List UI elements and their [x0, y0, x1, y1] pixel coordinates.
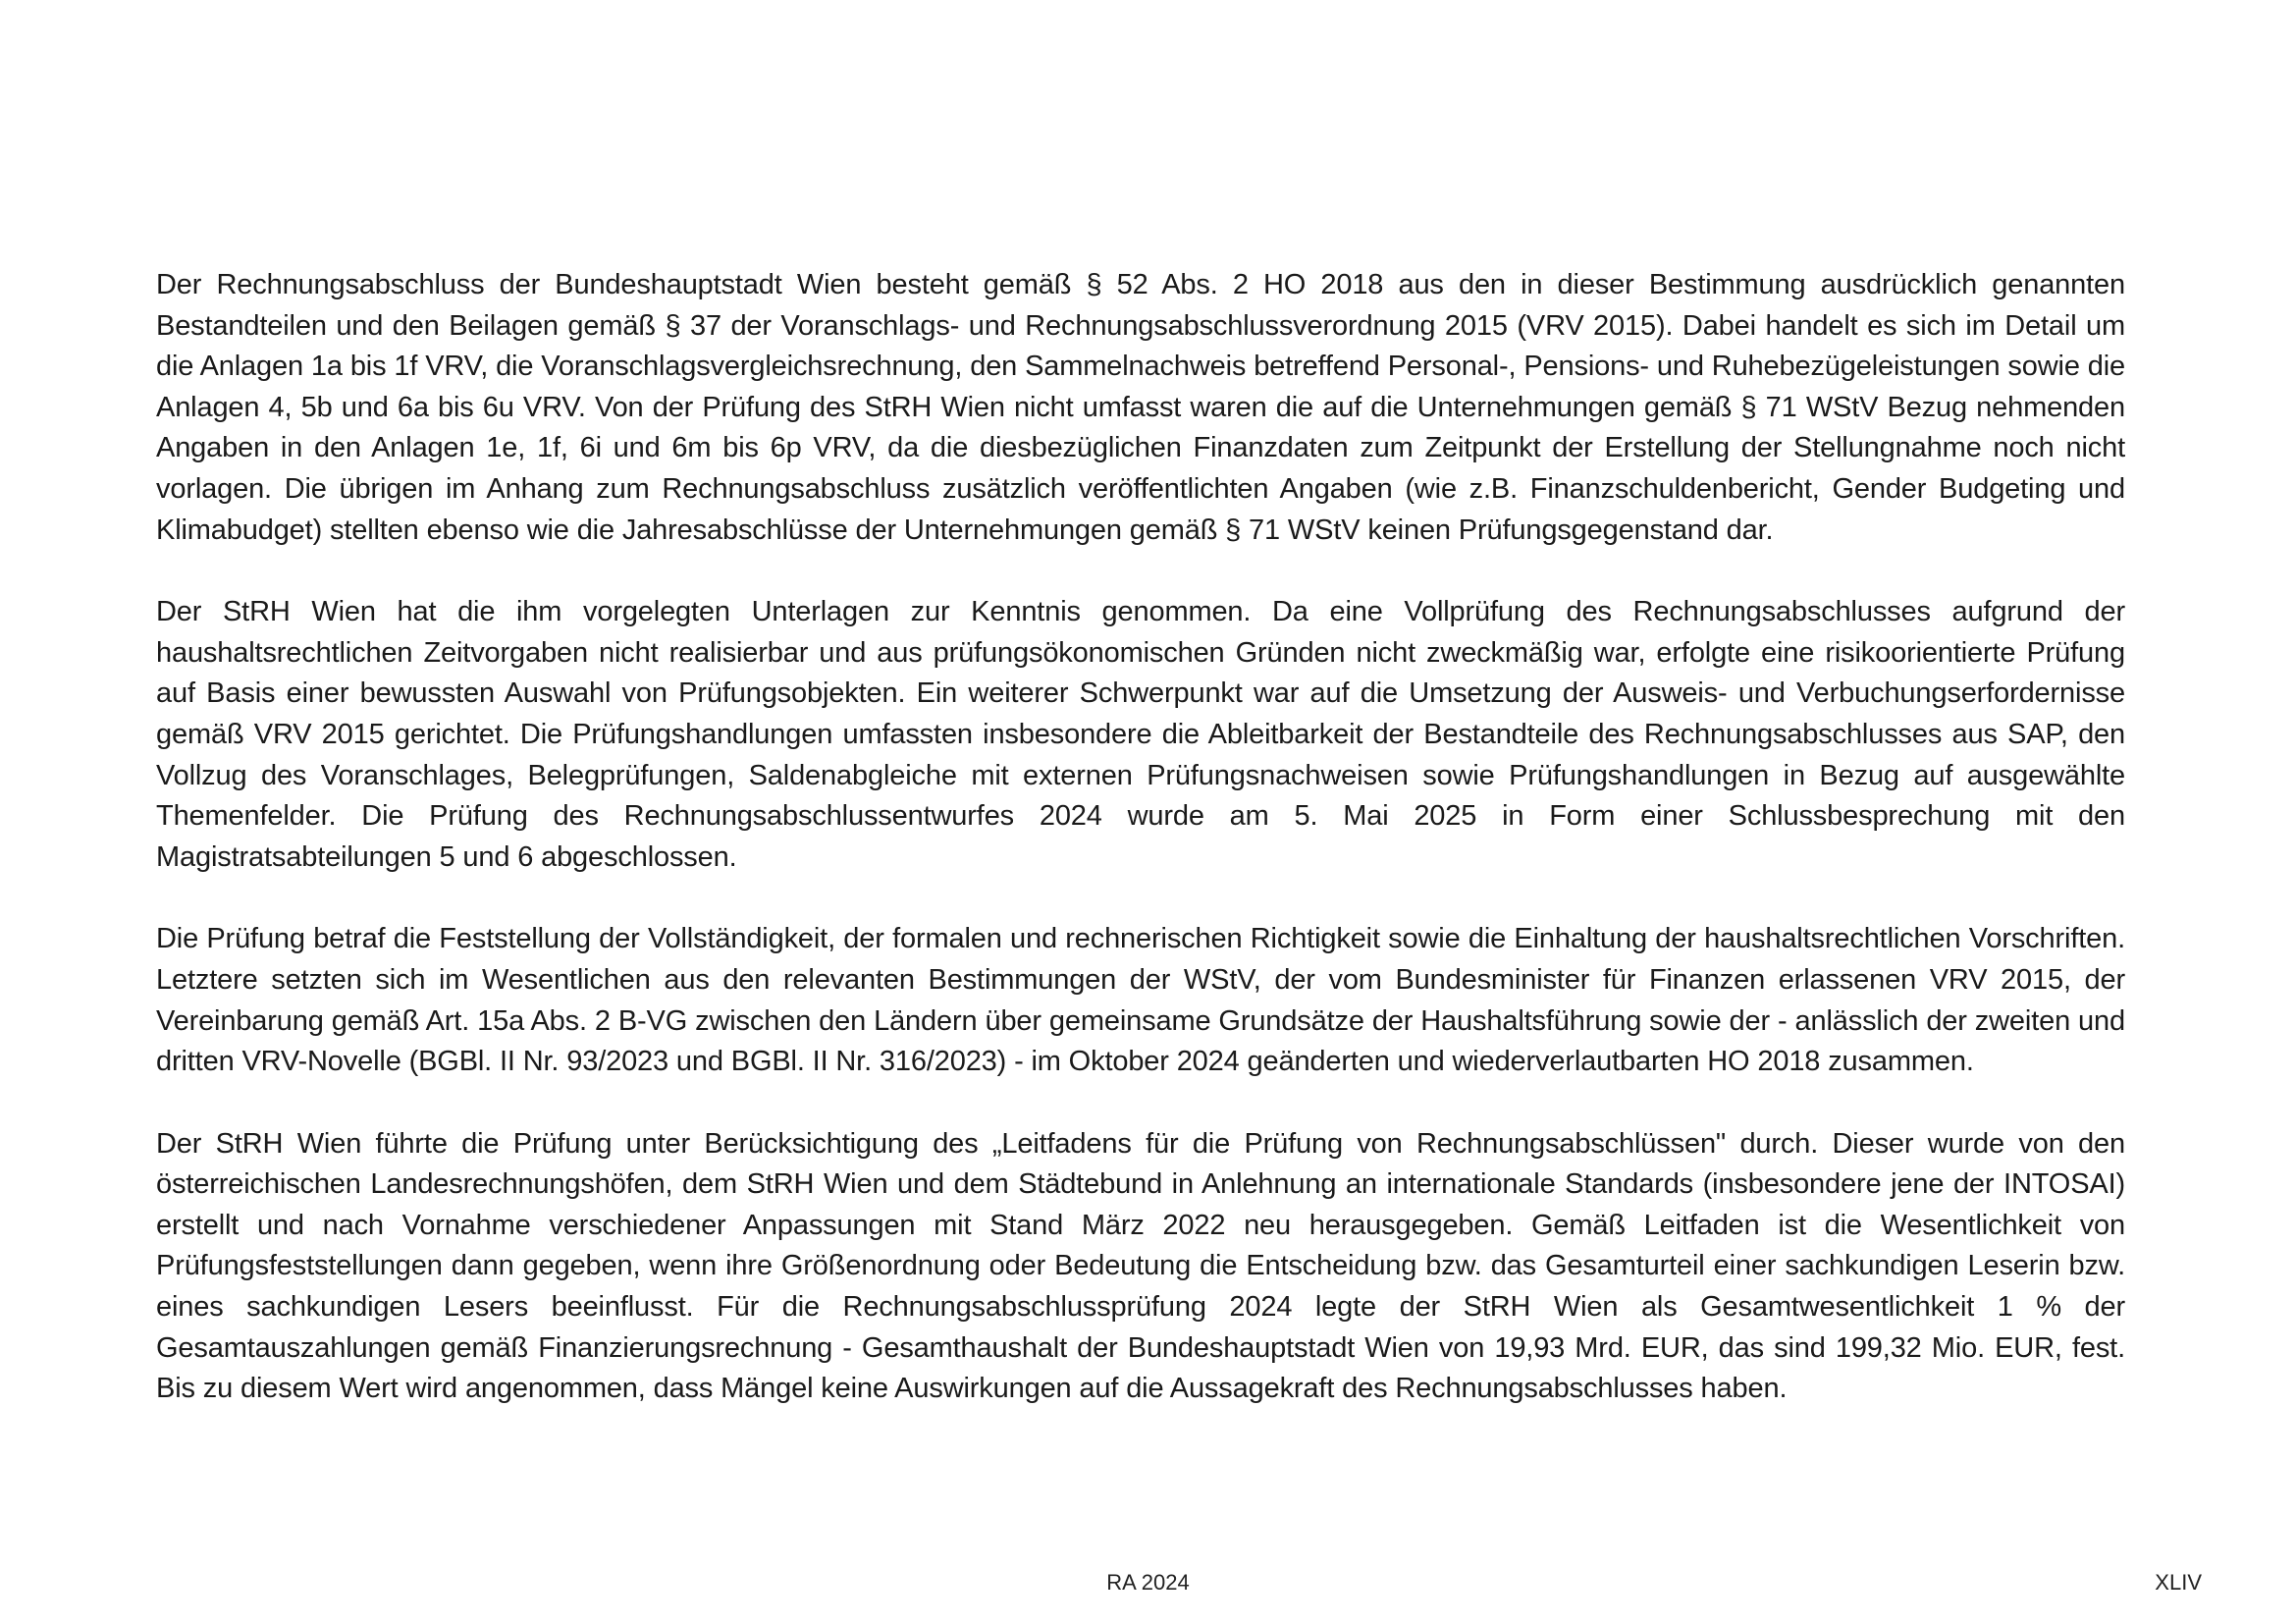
paragraph-gap	[156, 551, 2125, 592]
paragraph-gap	[156, 878, 2125, 919]
footer-document-label: RA 2024	[1106, 1570, 1190, 1595]
paragraph-method: Der StRH Wien hat die ihm vorgelegten Unterlagen zur Kenntnis genommen. Da eine Vollprüfung des Rechnungsabschlusses aufgrund der haushaltsrechtlichen Zeitvorgaben nicht realisierbar und aus prüfungsökonomischen Gründen nicht zweckmäßig war, erfolgte eine risikoorientierte Prüfung auf Basis einer bewussten Auswahl von Prüfungsobjekten. Ein weiterer Schwerpunkt war auf die Umsetzung der Ausweis- und Verbuchungserfordernisse gemäß VRV 2015 gerichtet. Die Prüfungshandlungen umfassten insbesondere die Ableitbarkeit der Bestandteile des Rechnungsabschlusses aus SAP, den Vollzug des Voranschlages, Belegprüfungen, Saldenabgleiche mit externen Prüfungsnachweisen sowie Prüfungshandlungen in Bezug auf ausgewählte Themenfelder. Die Prüfung des Rechnungsabschlussentwurfes 2024 wurde am 5. Mai 2025 in Form einer Schlussbesprechung mit den Magistratsabteilungen 5 und 6 abgeschlossen.	[156, 596, 2125, 873]
page-body	[156, 265, 2125, 1410]
paragraph-materiality: Der StRH Wien führte die Prüfung unter Berücksichtigung des „Leitfadens für die Prüfung von Rechnungsabschlüssen" durch. Dieser wurde von den österreichischen Landesrechnungshöfen, dem StRH Wien und dem Städtebund in Anlehnung an internationale Standards (insbesondere jene der INTOSAI) erstellt und nach Vornahme verschiedener Anpassungen mit Stand März 2022 neu herausgegeben. Gemäß Leitfaden ist die Wesentlichkeit von Prüfungsfeststellungen dann gegeben, wenn ihre Größenordnung oder Bedeutung die Entscheidung bzw. das Gesamturteil einer sachkundigen Leserin bzw. eines sachkundigen Lesers beeinflusst. Für die Rechnungsabschlussprüfung 2024 legte der StRH Wien als Gesamtwesentlichkeit 1 % der Gesamtauszahlungen gemäß Finanzierungsrechnung - Gesamthaushalt der Bundeshauptstadt Wien von 19,93 Mrd. EUR, das sind 199,32 Mio. EUR, fest. Bis zu diesem Wert wird angenommen, dass Mängel keine Auswirkungen auf die Aussagekraft des Rechnungsabschlusses haben.	[156, 1127, 2125, 1405]
paragraph-gap	[156, 1083, 2125, 1124]
footer-page-number: XLIV	[2155, 1570, 2202, 1595]
paragraph-scope: Der Rechnungsabschluss der Bundeshauptstadt Wien besteht gemäß § 52 Abs. 2 HO 2018 aus den in dieser Bestimmung ausdrücklich genannten Bestandteilen und den Beilagen gemäß § 37 der Voranschlags- und Rechnungsabschlussverordnung 2015 (VRV 2015). Dabei handelt es sich im Detail um die Anlagen 1a bis 1f VRV, die Voranschlagsvergleichsrechnung, den Sammelnachweis betreffend Personal-, Pensions- und Ruhebezügeleistungen sowie die Anlagen 4, 5b und 6a bis 6u VRV. Von der Prüfung des StRH Wien nicht umfasst waren die auf die Unternehmungen gemäß § 71 WStV Bezug nehmenden Angaben in den Anlagen 1e, 1f, 6i und 6m bis 6p VRV, da die diesbezüglichen Finanzdaten zum Zeitpunkt der Erstellung der Stellungnahme noch nicht vorlagen. Die übrigen im Anhang zum Rechnungsabschluss zusätzlich veröffentlichten Angaben (wie z.B. Finanzschuldenbericht, Gender Budgeting und Klimabudget) stellten ebenso wie die Jahresabschlüsse der Unternehmungen gemäß § 71 WStV keinen Prüfungsgegenstand dar.	[156, 269, 2125, 546]
paragraph-regulations: Die Prüfung betraf die Feststellung der Vollständigkeit, der formalen und rechnerischen Richtigkeit sowie die Einhaltung der haushaltsrechtlichen Vorschriften. Letztere setzten sich im Wesentlichen aus den relevanten Bestimmungen der WStV, der vom Bundesminister für Finanzen erlassenen VRV 2015, der Vereinbarung gemäß Art. 15a Abs. 2 B-VG zwischen den Ländern über gemeinsame Grundsätze der Haushaltsführung sowie der - anlässlich der zweiten und dritten VRV-Novelle (BGBl. II Nr. 93/2023 und BGBl. II Nr. 316/2023) - im Oktober 2024 geänderten und wiederverlautbarten HO 2018 zusammen.	[156, 923, 2125, 1078]
